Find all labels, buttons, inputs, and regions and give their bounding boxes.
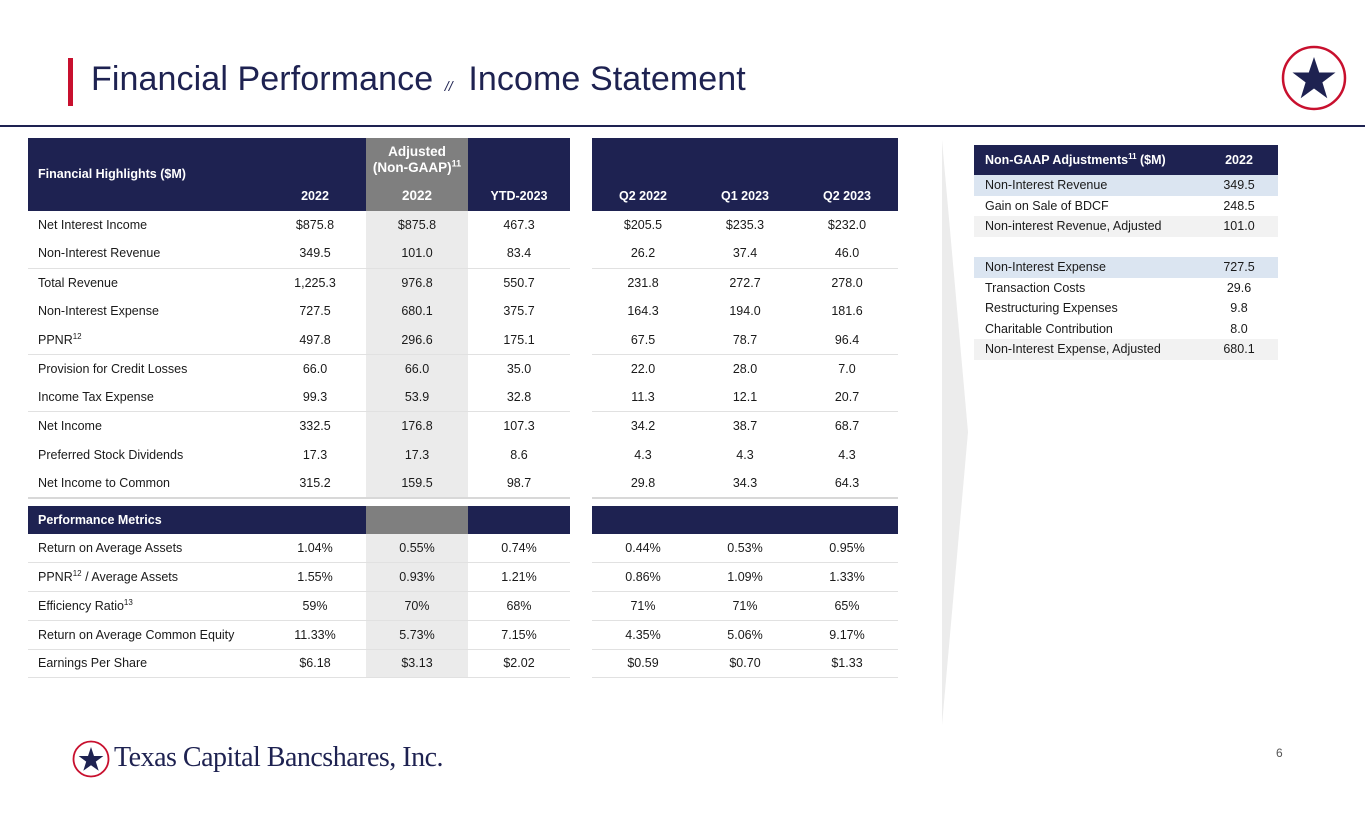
list-item — [974, 196, 1278, 217]
adjustment-label: Non-Interest Expense, Adjusted — [974, 339, 1200, 360]
table-cell: 5.73% — [366, 620, 468, 649]
table-cell: 296.6 — [366, 325, 468, 354]
col-2022: 2022 — [264, 182, 366, 211]
adjustment-value: 29.6 — [1226, 280, 1252, 295]
table-cell: 96.4 — [796, 325, 898, 354]
table-row — [28, 239, 898, 268]
adjustment-label: Gain on Sale of BDCF — [985, 198, 1109, 213]
table-cell: 0.95% — [796, 534, 898, 563]
list-item — [974, 339, 1278, 360]
table-cell: 99.3 — [264, 383, 366, 412]
table-cell: 34.3 — [694, 469, 796, 498]
adjustment-label: Charitable Contribution — [985, 321, 1113, 336]
table-cell: 101.0 — [366, 239, 468, 268]
table-cell: 35.0 — [506, 361, 532, 376]
table-cell: 12.1 — [694, 383, 796, 412]
table-row — [28, 649, 898, 678]
title-separator: // — [444, 78, 453, 94]
non-gaap-header-row: Non-GAAP Adjustments$^{11}$ ($M) 2022 — [974, 145, 1278, 175]
list-item — [974, 257, 1278, 278]
col-q2-2022: Q2 2022 — [592, 182, 694, 211]
adjustment-value: 248.5 — [1223, 198, 1255, 213]
row-label: Provision for Credit Losses — [38, 361, 188, 376]
adjustment-value: 680.1 — [1200, 339, 1278, 360]
table-cell: 0.55% — [366, 534, 468, 563]
table-cell: 53.9 — [366, 383, 468, 412]
table-cell: 1.33% — [796, 563, 898, 592]
table-cell: $205.5 — [623, 218, 663, 233]
table-row — [28, 620, 898, 649]
table-cell: 1.55% — [264, 563, 366, 592]
table-cell: 5.06% — [694, 620, 796, 649]
table-cell: 29.8 — [592, 469, 694, 498]
table-cell: 159.5 — [366, 469, 468, 498]
adjustment-label: Restructuring Expenses — [985, 301, 1118, 316]
title-right: Income Statement — [468, 60, 746, 98]
table-cell: $235.3 — [725, 218, 765, 233]
table-cell: 497.8 — [264, 325, 366, 354]
table-cell: 34.2 — [630, 419, 656, 434]
col-q2-2023: Q2 2023 — [796, 182, 898, 211]
table-cell: 67.5 — [592, 325, 694, 354]
table-cell: $875.8 — [366, 211, 468, 240]
table-row — [28, 440, 898, 469]
table-row — [28, 592, 898, 621]
table-cell: 0.74% — [468, 534, 570, 563]
table-cell: 46.0 — [796, 239, 898, 268]
table-cell: 26.2 — [592, 239, 694, 268]
row-label: Net Income to Common — [28, 469, 264, 498]
title-left: Financial Performance — [91, 60, 434, 98]
table-cell: 467.3 — [503, 218, 535, 233]
table-cell: 68.7 — [834, 419, 860, 434]
row-label: Non-Interest Expense — [38, 304, 159, 319]
table-cell: 66.0 — [366, 354, 468, 383]
table-cell: 278.0 — [831, 275, 863, 290]
table-cell: 375.7 — [503, 304, 535, 319]
table-cell: 8.6 — [510, 447, 528, 462]
list-item — [974, 298, 1278, 319]
table-row — [28, 412, 898, 441]
col-ytd-2023: YTD-2023 — [468, 182, 570, 211]
table-header-row-top — [28, 138, 898, 182]
table-cell: $875.8 — [295, 218, 335, 233]
table-cell: 98.7 — [468, 469, 570, 498]
table-cell: 4.3 — [838, 447, 856, 462]
adjustment-label: Non-Interest Revenue — [974, 175, 1200, 196]
table-cell: $1.33 — [796, 649, 898, 678]
row-label: PPNR$^{12}$ / Average Assets — [28, 563, 264, 592]
row-label: Income Tax Expense — [28, 383, 264, 412]
table-row — [28, 268, 898, 297]
table-cell: 181.6 — [831, 304, 863, 319]
table-cell: 59% — [264, 592, 366, 621]
table-cell: 4.3 — [736, 447, 754, 462]
table-cell: 78.7 — [694, 325, 796, 354]
table-cell: 9.17% — [796, 620, 898, 649]
row-label: Non-Interest Revenue — [28, 239, 264, 268]
table-cell: $0.70 — [694, 649, 796, 678]
non-gaap-adjustments-table — [974, 145, 1278, 360]
company-name: Texas Capital Bancshares, Inc. — [114, 742, 444, 773]
table-cell: 11.33% — [264, 620, 366, 649]
table-cell: 680.1 — [366, 297, 468, 326]
table-cell: 11.3 — [592, 383, 694, 412]
financial-highlights-label: Financial Highlights ($M) — [28, 138, 264, 211]
row-label: Efficiency Ratio$^{13}$ — [28, 592, 264, 621]
row-label: Preferred Stock Dividends — [38, 447, 184, 462]
table-cell: $3.13 — [366, 649, 468, 678]
table-cell: 17.3 — [302, 447, 328, 462]
table-cell: 332.5 — [299, 419, 331, 434]
row-label: Return on Average Common Equity — [28, 620, 264, 649]
table-cell: 349.5 — [264, 239, 366, 268]
adjustment-value: 8.0 — [1230, 321, 1248, 336]
table-cell: 0.86% — [592, 563, 694, 592]
table-cell: 175.1 — [468, 325, 570, 354]
list-item — [974, 175, 1278, 196]
table-cell: 4.3 — [634, 447, 652, 462]
table-row — [28, 563, 898, 592]
table-cell: $6.18 — [264, 649, 366, 678]
row-label: Return on Average Assets — [28, 534, 264, 563]
list-item — [974, 216, 1278, 237]
adjustment-label: Non-interest Revenue, Adjusted — [974, 216, 1200, 237]
chevron-divider — [938, 140, 970, 725]
list-item — [974, 278, 1278, 299]
financial-highlights-table — [28, 138, 898, 678]
table-cell: $2.02 — [468, 649, 570, 678]
table-row — [28, 211, 898, 240]
table-cell: 37.4 — [694, 239, 796, 268]
adjustment-label: Non-Interest Expense — [974, 257, 1200, 278]
table-cell: 107.3 — [503, 419, 535, 434]
title-accent-bar — [68, 58, 73, 106]
table-cell: 68% — [468, 592, 570, 621]
row-label: Total Revenue — [38, 275, 118, 290]
metrics-header-row — [28, 506, 898, 535]
table-cell: 272.7 — [729, 275, 761, 290]
table-cell: 727.5 — [299, 304, 331, 319]
star-logo-icon — [1281, 45, 1347, 111]
table-cell: 66.0 — [302, 361, 328, 376]
page-title — [91, 60, 746, 99]
list-item — [974, 319, 1278, 340]
table-cell: 1.04% — [264, 534, 366, 563]
table-cell: 176.8 — [366, 412, 468, 441]
table-cell: 70% — [366, 592, 468, 621]
table-cell: 1.21% — [468, 563, 570, 592]
table-cell: 550.7 — [503, 275, 535, 290]
table-cell: $0.59 — [592, 649, 694, 678]
table-cell: 4.35% — [592, 620, 694, 649]
adjustment-value: 101.0 — [1200, 216, 1278, 237]
table-cell: 231.8 — [627, 275, 659, 290]
table-row — [28, 354, 898, 383]
adjustment-label: Transaction Costs — [985, 280, 1086, 295]
table-cell: 83.4 — [468, 239, 570, 268]
table-cell: 17.3 — [366, 440, 468, 469]
adjustment-value: 9.8 — [1230, 301, 1248, 316]
table-row — [28, 469, 898, 498]
col-adjusted-2022: 2022 — [366, 182, 468, 211]
table-row — [28, 383, 898, 412]
table-cell: 71% — [694, 592, 796, 621]
table-cell: 64.3 — [796, 469, 898, 498]
col-q1-2023: Q1 2023 — [694, 182, 796, 211]
table-cell: 1.09% — [694, 563, 796, 592]
table-cell: $232.0 — [827, 218, 867, 233]
header-rule — [0, 125, 1365, 127]
table-cell: 32.8 — [468, 383, 570, 412]
table-row — [28, 534, 898, 563]
table-cell: 28.0 — [732, 361, 758, 376]
adjustment-value: 349.5 — [1200, 175, 1278, 196]
table-cell: 194.0 — [729, 304, 761, 319]
table-cell: 976.8 — [366, 268, 468, 297]
table-cell: 7.15% — [468, 620, 570, 649]
table-cell: 1,225.3 — [294, 275, 336, 290]
row-label: PPNR$^{12}$ — [28, 325, 264, 354]
row-label: Net Income — [38, 419, 102, 434]
row-label: Net Interest Income — [38, 218, 148, 233]
company-star-logo-icon — [72, 740, 110, 778]
table-cell: 65% — [796, 592, 898, 621]
table-row — [28, 297, 898, 326]
table-cell: 315.2 — [264, 469, 366, 498]
table-cell: 7.0 — [838, 361, 856, 376]
table-cell: 71% — [592, 592, 694, 621]
table-cell: 0.44% — [592, 534, 694, 563]
adjustment-value: 727.5 — [1200, 257, 1278, 278]
table-cell: 164.3 — [627, 304, 659, 319]
adjusted-header: Adjusted (Non-GAAP)$^{11}$ — [366, 138, 468, 182]
table-cell: 20.7 — [796, 383, 898, 412]
table-cell: 0.53% — [694, 534, 796, 563]
table-cell: 0.93% — [366, 563, 468, 592]
table-row — [28, 325, 898, 354]
row-label: Earnings Per Share — [28, 649, 264, 678]
table-cell: 38.7 — [732, 419, 758, 434]
page-number: 6 — [1276, 746, 1283, 760]
table-cell: 22.0 — [630, 361, 656, 376]
performance-metrics-label: Performance Metrics — [28, 506, 264, 535]
